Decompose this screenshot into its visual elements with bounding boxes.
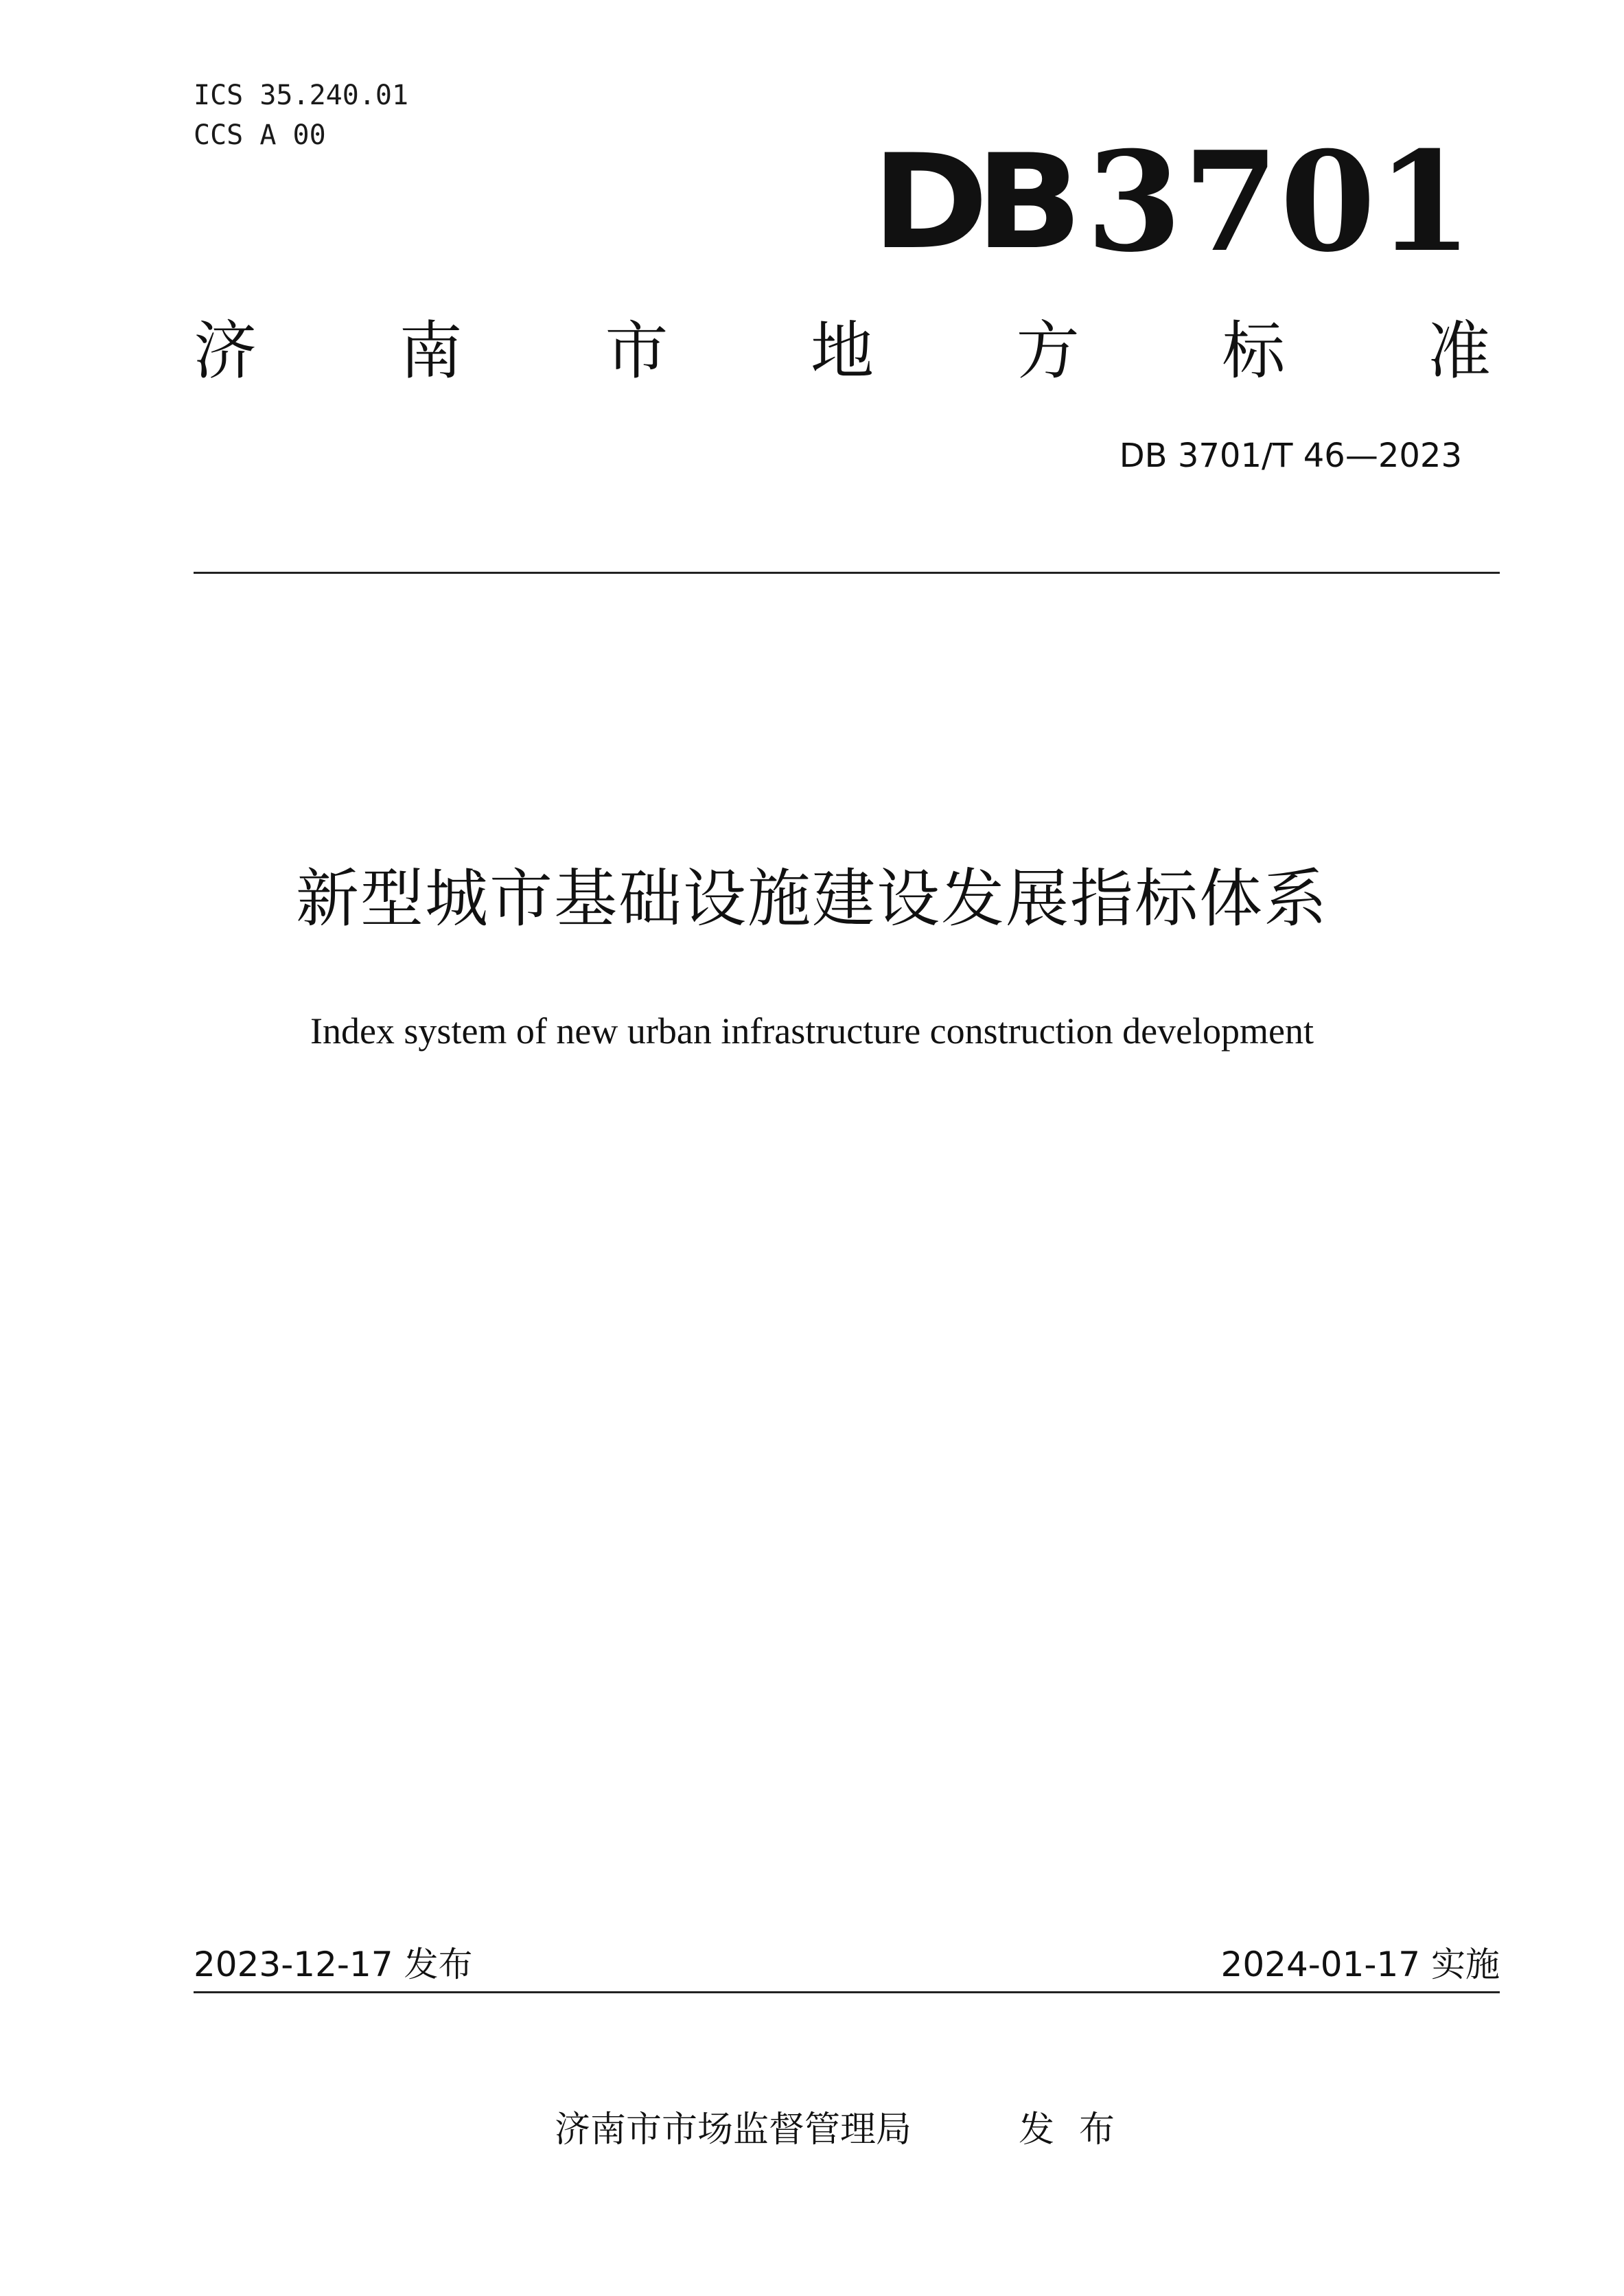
footer-divider (194, 1991, 1500, 1993)
standard-type-char: 方 (1016, 314, 1080, 388)
document-title-chinese: 新型城市基础设施建设发展指标体系 (295, 862, 1328, 936)
standard-type-char: 市 (605, 314, 669, 388)
db-region-number: 3701 (1086, 121, 1474, 283)
standard-number: DB 3701/T 46—2023 (1119, 437, 1462, 475)
ccs-code: CCS A 00 (194, 119, 326, 151)
db-prefix: DB (872, 126, 1069, 278)
standard-type-char: 标 (1222, 314, 1286, 388)
implementation-date: 2024-01-17 实施 (1220, 1945, 1500, 1984)
issue-date: 2023-12-17 发布 (194, 1945, 473, 1984)
document-title-english: Index system of new urban infrastructure construction development (310, 1010, 1314, 1052)
publish-label: 发布 (1019, 2109, 1140, 2150)
header-divider (194, 572, 1500, 574)
issuing-authority: 济南市市场监督管理局 (555, 2109, 912, 2150)
standard-type-char: 准 (1427, 314, 1491, 388)
standard-type-char: 地 (810, 314, 874, 388)
ics-code: ICS 35.240.01 (194, 80, 409, 111)
db-standard-mark (872, 121, 1474, 283)
classification-codes (194, 76, 408, 155)
standard-type-char: 南 (399, 314, 463, 388)
standard-type-heading (194, 310, 1491, 393)
standard-type-char: 济 (194, 314, 257, 388)
